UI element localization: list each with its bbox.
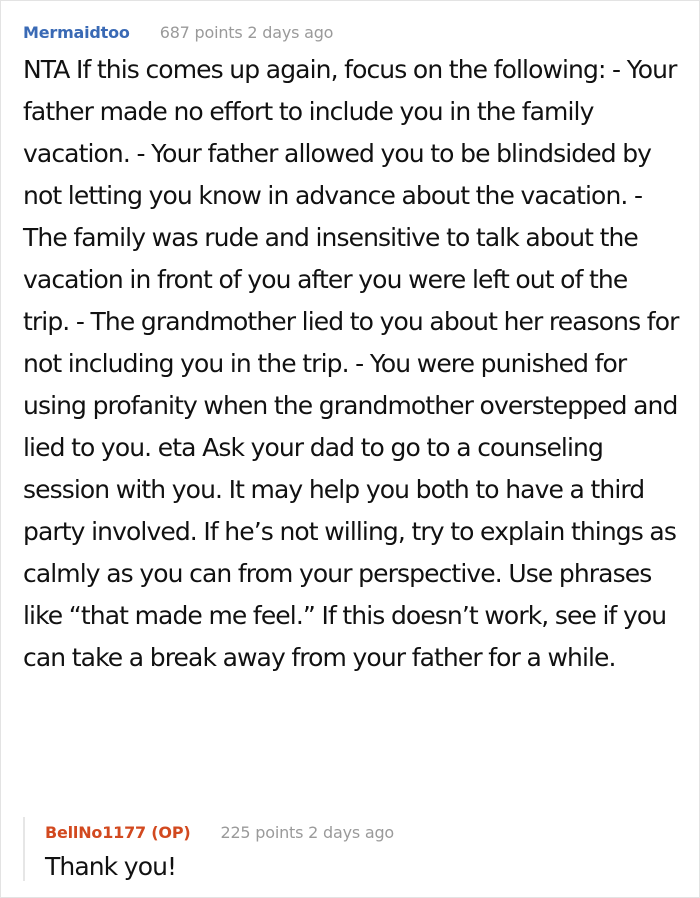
comment-points-time [160,23,334,42]
reply-points-time [220,823,394,842]
reply-timestamp: 2 days ago [308,822,395,842]
reply-username-link[interactable]: BellNo1177 (OP) [45,822,191,842]
comment [23,17,679,679]
comment-points: 687 points [159,22,243,42]
reply-points: 225 points [220,822,304,842]
comment-meta [23,17,679,47]
comment-timestamp: 2 days ago [247,22,334,42]
reply-meta [45,817,679,847]
comment-username-link[interactable]: Mermaidtoo [23,22,130,42]
reply-body: Thank you! [45,852,177,881]
comment-body: NTA If this comes up again, focus on the following: - Your father made no effort to include you in the family vacation. - Your father allowed you to be blindsided by not letting you know in advance about the vacation. - The family was rude and insensitive to talk about the vacation in front of you after you were left out of the trip. - The grandmother lied to you about her reasons for not including you in the trip. - You were punished for using profanity when the grandmother overstepped and lied to you. eta Ask your dad to go to a counseling session with you. It may help you both to have a third party involved. If he’s not willing, try to explain things as calmly as you can from your perspective. Use phrases like “that made me feel.” If this doesn’t work, see if you can take a break away from your father for a while. [23,55,679,672]
reply-comment [23,817,679,881]
